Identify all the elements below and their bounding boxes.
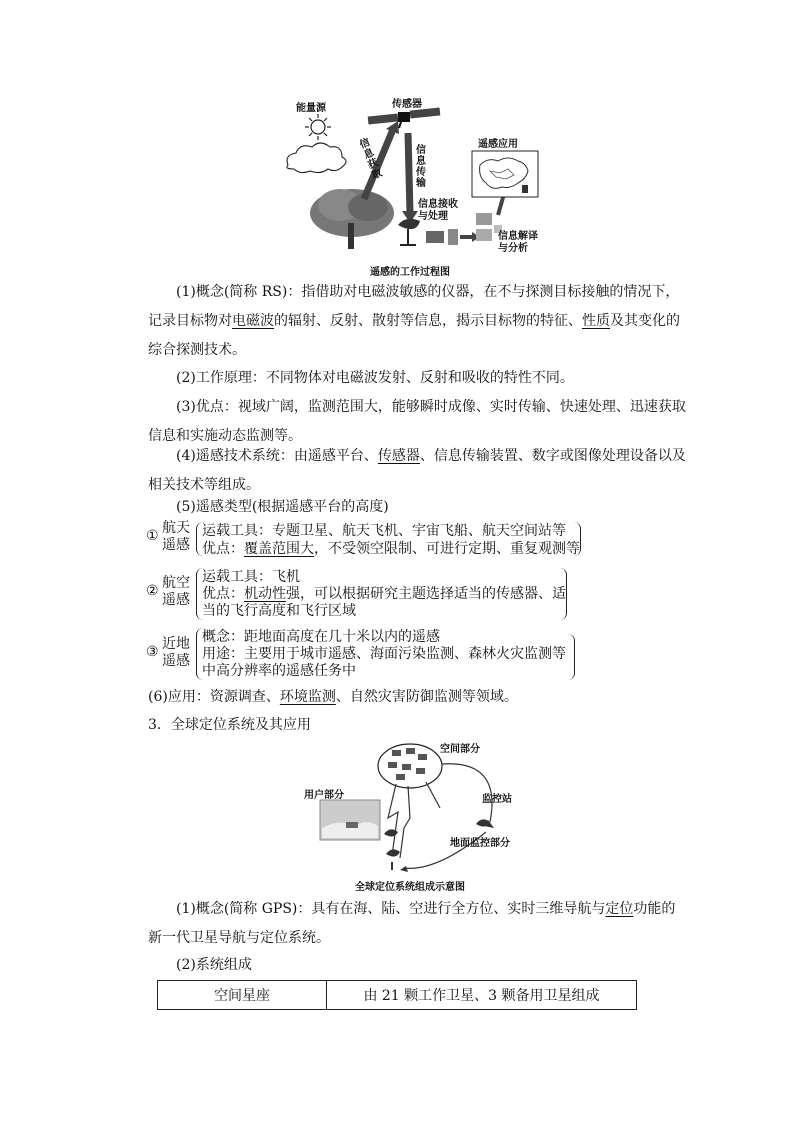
receiving-dish-icon xyxy=(398,219,420,245)
computer-icon xyxy=(426,229,458,245)
text-segment: 的辐射、反射、散射等信息，揭示目标物的特征、 xyxy=(274,313,582,329)
remote-sensing-figure xyxy=(280,95,550,265)
type-line: 运载工具：飞机 xyxy=(202,569,300,585)
right-brace xyxy=(568,634,575,680)
ground-control-label: 地面监控部分 xyxy=(450,838,510,849)
type-line: 当的飞行高度和飞行区域 xyxy=(202,603,356,619)
section-heading-gps: 3．全球定位系统及其应用 xyxy=(148,717,311,733)
tree-icon xyxy=(310,189,394,249)
satellite-icon xyxy=(368,107,441,128)
type-name-line2: 遥感 xyxy=(162,537,190,553)
underlined-term: 覆盖范围大 xyxy=(244,541,314,557)
paragraph-advantages: (3)优点：视域广阔，监测范围大，能够瞬时成像、实时传输、快速处理、迅速获取信息和实施动态监测等。 xyxy=(148,399,686,444)
type-name-line1: 航天 xyxy=(162,520,190,536)
text-segment: 强，可以根据研究主题选择适当的传感器、适 xyxy=(286,586,566,602)
figure2-caption: 全球定位系统组成示意图 xyxy=(355,882,465,893)
text-segment: 优点： xyxy=(202,541,244,557)
type-name-line1: 航空 xyxy=(162,575,190,591)
text-segment: ，不受领空限制、可进行定期、重复观测等 xyxy=(314,541,580,557)
info-interpret-label: 信息解译与分析 xyxy=(498,231,538,254)
underlined-term: 机动性 xyxy=(244,586,286,602)
figure1-caption: 遥感的工作过程图 xyxy=(370,267,450,278)
text-segment: (1)概念(简称 RS)：指借助对电磁波敏感的仪器，在不与探测目标接触的情况下，记录目标物对 xyxy=(148,284,680,329)
table-cell: 空间星座 xyxy=(158,981,327,1010)
table-cell: 由 21 颗工作卫星、3 颗备用卫星组成 xyxy=(327,981,637,1010)
type-number: ① xyxy=(146,528,159,544)
type-name-line2: 遥感 xyxy=(162,653,190,669)
text-segment: 、信息传输装置、数字或图像处理设备以及相关技术等组成。 xyxy=(148,448,686,493)
monitor-station-label: 监控站 xyxy=(482,794,512,805)
paragraph-gps-composition: (2)系统组成 xyxy=(176,957,252,973)
text-segment: 、自然灾害防御监测等领域。 xyxy=(335,689,518,705)
paragraph-gps-concept xyxy=(148,895,688,953)
underlined-term: 性质 xyxy=(582,313,610,329)
paragraph-concept xyxy=(148,278,688,365)
energy-source-label: 能量源 xyxy=(296,103,326,114)
underlined-term: 电磁波 xyxy=(232,313,274,329)
info-acquire-label: 信息获取 xyxy=(358,137,384,182)
underlined-term: 环境监测 xyxy=(279,689,336,705)
paragraph-types: (5)遥感类型(根据遥感平台的高度) xyxy=(176,499,389,515)
paragraph-principle: (2)工作原理：不同物体对电磁波发射、反射和吸收的特性不同。 xyxy=(176,370,574,386)
sensor-label: 传感器 xyxy=(392,99,422,110)
type-number: ② xyxy=(146,583,159,599)
text-segment: 功能的新一代卫星导航与定位系统。 xyxy=(148,901,676,946)
user-segment-label: 用户部分 xyxy=(304,790,344,801)
underlined-term: 定位 xyxy=(605,901,634,917)
type-name-line1: 近地 xyxy=(162,636,190,652)
paragraph-system xyxy=(148,442,688,500)
type-line: 用途：主要用于城市遥感、海面污染监测、森林火灾监测等 xyxy=(202,646,566,662)
right-brace xyxy=(560,568,567,620)
text-segment: (4)遥感技术系统：由遥感平台、 xyxy=(176,448,378,464)
type-line xyxy=(202,540,580,558)
paragraph-application xyxy=(148,683,688,712)
text-segment: (6)应用：资源调查、 xyxy=(148,689,280,705)
type-line: 中高分辨率的遥感任务中 xyxy=(202,663,356,679)
gps-diagram xyxy=(300,738,540,878)
text-segment: (1)概念(简称 GPS)：具有在海、陆、空进行全方位、实时三维导航与 xyxy=(176,901,606,917)
rs-application-label: 遥感应用 xyxy=(478,139,518,150)
type-line: 运载工具：专题卫星、航天飞机、宇宙飞船、航天空间站等 xyxy=(202,523,566,539)
space-segment-label: 空间部分 xyxy=(440,744,480,755)
text-segment: 及其变化的综合探测技术。 xyxy=(148,313,680,358)
info-transmit-label: 信息传输 xyxy=(416,145,426,189)
underlined-term: 传感器 xyxy=(377,448,420,464)
text-segment: 优点： xyxy=(202,586,244,602)
gps-composition-table xyxy=(157,980,637,1010)
gps-figure xyxy=(300,738,540,878)
info-receive-label: 信息接收与处理 xyxy=(418,199,458,222)
right-brace xyxy=(574,522,581,556)
type-line: 概念：距地面高度在几十米以内的遥感 xyxy=(202,629,440,645)
sun-icon xyxy=(305,114,331,140)
type-name-line2: 遥感 xyxy=(162,592,190,608)
cloud-icon xyxy=(287,143,346,173)
table-row xyxy=(158,981,637,1010)
type-line xyxy=(202,585,566,603)
type-number: ③ xyxy=(146,644,159,660)
